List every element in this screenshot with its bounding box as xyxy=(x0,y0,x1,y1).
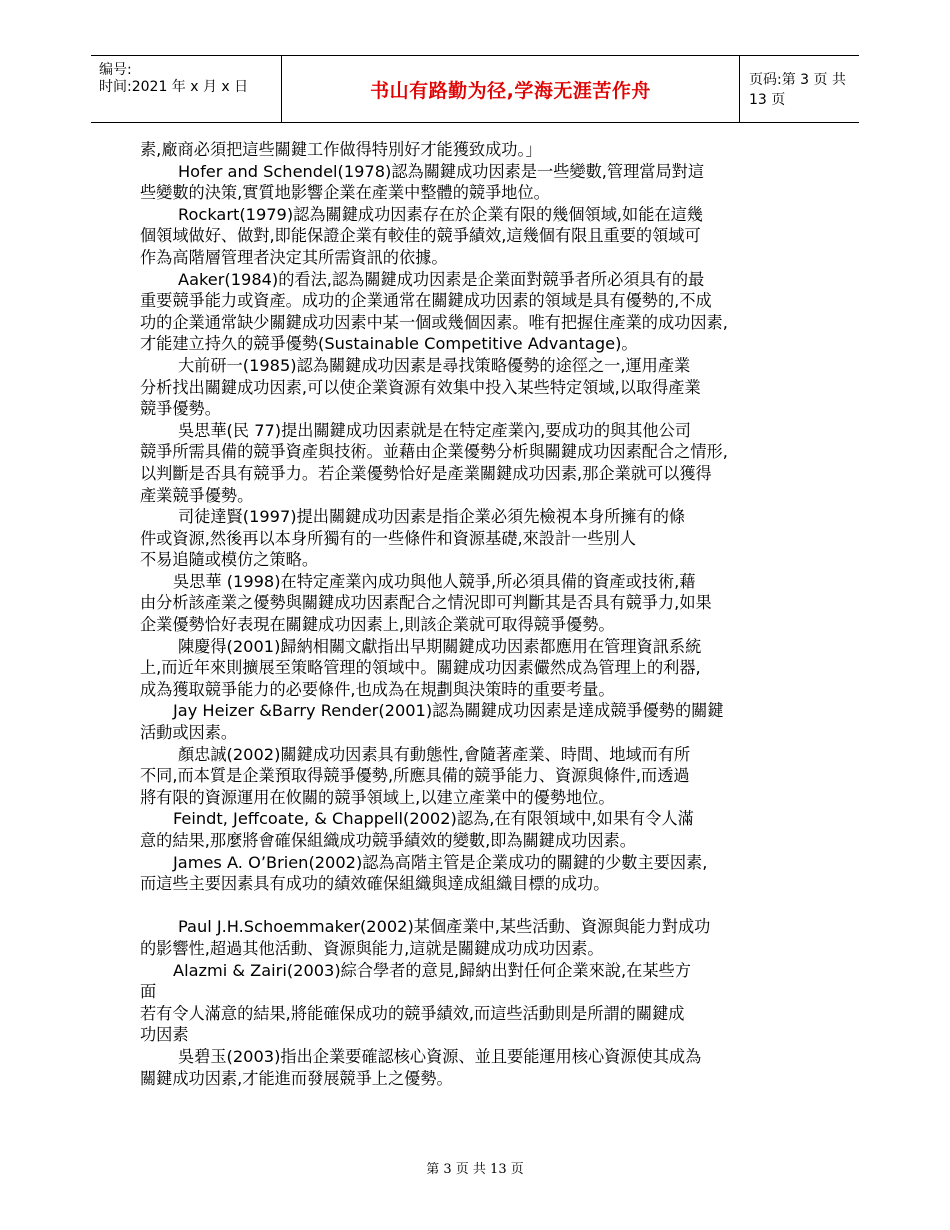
header-time-label: 时间:2021 年 x 月 x 日 xyxy=(99,79,249,95)
body-line: 不同,而本質是企業預取得競爭優勢,所應具備的競爭能力、資源與條件,而透過 xyxy=(140,766,690,786)
body-line: 吳思華(民 77)提出關鍵成功因素就是在特定產業內,要成功的與其他公司 xyxy=(178,420,691,440)
body-line: 些變數的決策,實質地影響企業在產業中整體的競爭地位。 xyxy=(140,183,550,203)
body-line: 活動或因素。 xyxy=(140,723,238,743)
body-line: 將有限的資源運用在攸關的競爭領域上,以建立產業中的優勢地位。 xyxy=(140,787,615,807)
body-line: Jay Heizer &Barry Render(2001)認為關鍵成功因素是達成競爭優勢的關鍵 xyxy=(173,701,724,721)
header-number-label: 编号: xyxy=(99,62,132,78)
body-line: 不易追隨或模仿之策略。 xyxy=(140,550,319,570)
header-page-number: 页码:第 3 页 共 13 页 xyxy=(749,72,846,108)
body-line: 吳碧玉(2003)指出企業要確認核心資源、並且要能運用核心資源使其成為 xyxy=(178,1046,702,1066)
body-line: Paul J.H.Schoemmaker(2002)某個產業中,某些活動、資源與能力對成功 xyxy=(178,917,711,937)
page-header xyxy=(91,55,859,123)
body-line: Feindt, Jeffcoate, & Chappell(2002)認為,在有限領域中,如果有令人滿 xyxy=(173,809,694,829)
body-line: 陳慶得(2001)歸納相關文獻指出早期關鍵成功因素都應用在管理資訊系統 xyxy=(178,636,702,656)
body-line: Aaker(1984)的看法,認為關鍵成功因素是企業面對競爭者所必須具有的最 xyxy=(178,269,705,289)
body-line: 重要競爭能力或資產。成功的企業通常在關鍵成功因素的領域是具有優勢的,不成 xyxy=(140,291,712,311)
body-line: 面 xyxy=(140,982,157,1002)
body-line: 成為獲取競爭能力的必要條件,也成為在規劃與決策時的重要考量。 xyxy=(140,679,615,699)
body-line: 個領域做好、做對,即能保證企業有較佳的競爭績效,這幾個有限且重要的領域可 xyxy=(140,226,701,246)
body-line: 顏忠誠(2002)關鍵成功因素具有動態性,會隨著產業、時間、地域而有所 xyxy=(178,744,691,764)
body-line: 意的結果,那麼將會確保組織成功競爭績效的變數,即為關鍵成功因素。 xyxy=(140,831,636,850)
body-line: 司徒達賢(1997)提出關鍵成功因素是指企業必須先檢視本身所擁有的條 xyxy=(178,507,686,527)
body-line: 競爭優勢。 xyxy=(140,399,221,419)
body-line: 以判斷是否具有競爭力。若企業優勢恰好是產業關鍵成功因素,那企業就可以獲得 xyxy=(140,463,712,483)
page-footer: 第 3 页 共 13 页 xyxy=(426,1162,524,1177)
body-line: 上,而近年來則擴展至策略管理的領域中。關鍵成功因素儼然成為管理上的利器, xyxy=(140,658,701,678)
body-line: 功因素 xyxy=(140,1025,189,1045)
document-body xyxy=(140,139,830,1089)
body-line: 吳思華 (1998)在特定產業內成功與他人競爭,所必須具備的資產或技術,藉 xyxy=(173,571,696,591)
body-line: Alazmi & Zairi(2003)綜合學者的意見,歸納出對任何企業來說,在某些方 xyxy=(173,960,691,980)
body-line: 競爭所需具備的競爭資產與技術。並藉由企業優勢分析與關鍵成功因素配合之情形, xyxy=(140,442,728,462)
body-line: Hofer and Schendel(1978)認為關鍵成功因素是一些變數,管理當局對這 xyxy=(178,161,705,181)
body-line: 作為高階層管理者決定其所需資訊的依據。 xyxy=(140,247,448,267)
body-line: 的影響性,超過其他活動、資源與能力,這就是關鍵成功成功因素。 xyxy=(140,938,604,958)
body-line: 關鍵成功因素,才能進而發展競爭上之優勢。 xyxy=(140,1068,453,1088)
body-line: 而這些主要因素具有成功的績效確保組織與達成組織目標的成功。 xyxy=(140,874,610,894)
body-line: 若有令人滿意的結果,將能確保成功的競爭績效,而這些活動則是所謂的關鍵成 xyxy=(140,1003,685,1023)
body-line: James A. O’Brien(2002)認為高階主管是企業成功的關鍵的少數主要因素, xyxy=(173,852,708,872)
body-line: 產業競爭優勢。 xyxy=(140,485,254,505)
blank-line xyxy=(140,895,830,917)
body-line: 企業優勢恰好表現在關鍵成功因素上,則該企業就可取得競爭優勢。 xyxy=(140,615,615,635)
body-line: 分析找出關鍵成功因素,可以使企業資源有效集中投入某些特定領域,以取得產業 xyxy=(140,377,701,397)
body-line: 由分析該產業之優勢與關鍵成功因素配合之情況即可判斷其是否具有競爭力,如果 xyxy=(140,593,712,613)
body-line: 件或資源,然後再以本身所獨有的一些條件和資源基礎,來設計一些別人 xyxy=(140,528,636,548)
body-line: 功的企業通常缺少關鍵成功因素中某一個或幾個因素。唯有把握住產業的成功因素, xyxy=(140,312,728,332)
header-info xyxy=(91,56,281,122)
body-line: 才能建立持久的競爭優勢(Sustainable Competitive Advantage)。 xyxy=(140,334,638,354)
body-line: Rockart(1979)認為關鍵成功因素存在於企業有限的幾個領域,如能在這幾 xyxy=(178,204,703,224)
body-line: 大前研一(1985)認為關鍵成功因素是尋找策略優勢的途徑之一,運用產業 xyxy=(178,355,691,375)
header-motto: 书山有路勤为径,学海无涯苦作舟 xyxy=(281,56,740,122)
body-line: 素,廠商必須把這些關鍵工作做得特別好才能獲致成功。」 xyxy=(140,140,542,159)
